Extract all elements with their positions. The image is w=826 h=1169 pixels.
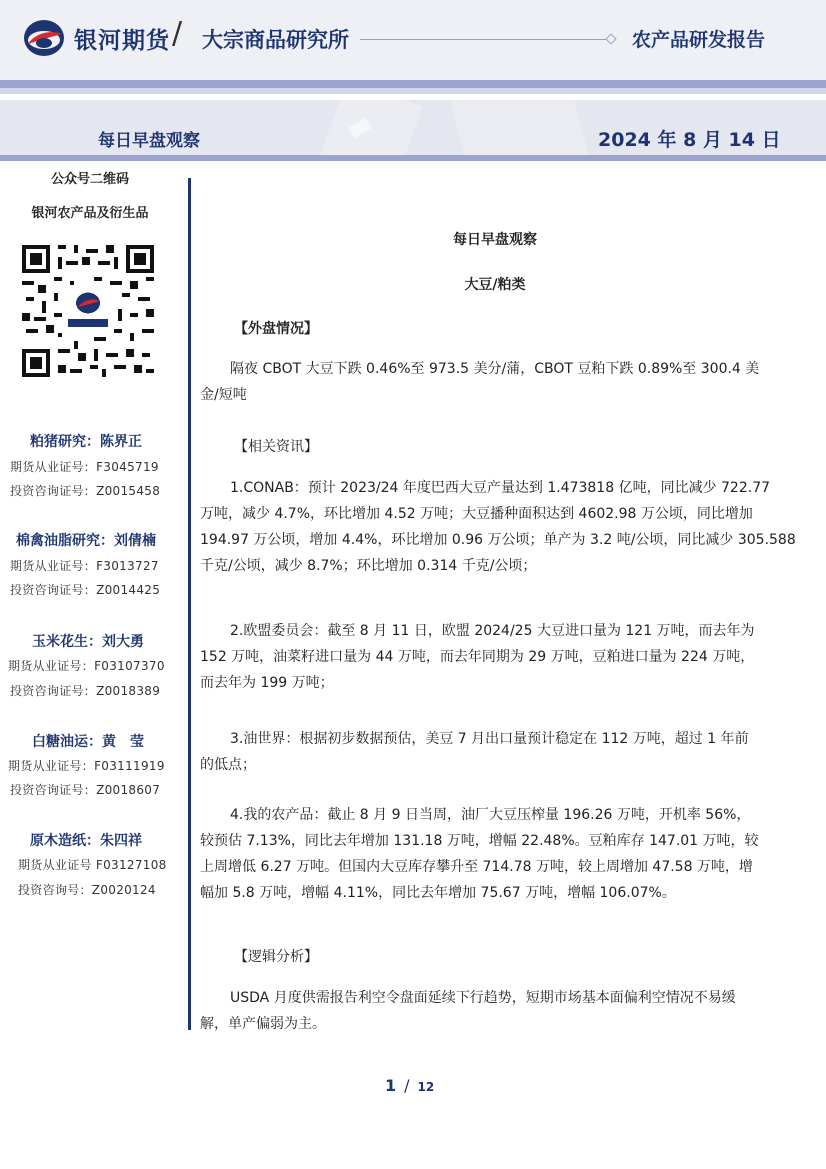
report-type: 农产品研发报告 — [632, 29, 766, 51]
text-line: 152 万吨，油菜籽进口量为 44 万吨，而去年同期为 29 万吨，豆粕进口量为 224 万吨， — [200, 649, 755, 665]
analyst-license: 期货从业证号：F3045719 — [10, 460, 159, 474]
diamond-icon — [605, 33, 616, 44]
section-heading-news: 【相关资讯】 — [234, 439, 318, 455]
text-line: 2.欧盟委员会：截至 8 月 11 日，欧盟 2024/25 大豆进口量为 121 万吨，而去年为 — [230, 623, 755, 639]
content-subtitle: 大豆/粕类 — [464, 277, 526, 293]
paragraph-mysteel — [200, 802, 780, 906]
text-line: 幅加 5.8 万吨，增幅 4.11%，同比去年增加 75.67 万吨，增幅 106.07%。 — [200, 885, 676, 901]
paragraph-oil-world — [200, 726, 780, 778]
header-band — [0, 80, 826, 88]
report-date: 2024 年 8 月 14 日 — [598, 129, 781, 151]
text-line: 而去年为 199 万吨； — [200, 675, 334, 691]
title-bar-underline — [0, 155, 826, 161]
analyst-name: 粕猪研究：陈界正 — [30, 434, 142, 450]
paragraph-eu — [200, 618, 780, 696]
text-line: 3.油世界：根据初步数据预估，美豆 7 月出口量预计稳定在 112 万吨，超过 1 年前 — [230, 731, 749, 747]
header-rule — [360, 39, 610, 40]
text-line: 万吨，减少 4.7%，环比增加 4.52 万吨；大豆播种面积达到 4602.98 万公顷，同比增加 — [200, 506, 753, 522]
brand-name: 银河期货 — [74, 28, 170, 54]
section-heading-overseas: 【外盘情况】 — [234, 321, 318, 337]
sidebar-divider — [188, 178, 191, 1030]
analyst-license: 期货从业证号：F03111919 — [8, 759, 165, 773]
institute-name: 大宗商品研究所 — [202, 28, 349, 52]
analyst-consult-license: 投资咨询证号：Z0014425 — [10, 583, 161, 597]
current-page: 1 — [385, 1076, 397, 1095]
analyst-name: 棉禽油脂研究：刘倩楠 — [16, 533, 156, 549]
text-line: 的低点； — [200, 757, 256, 773]
qr-caption: 公众号二维码 — [50, 172, 129, 187]
analyst-license: 期货从业证号：F03107370 — [8, 659, 165, 673]
paragraph-conab — [200, 475, 796, 579]
text-line: 4.我的农产品：截止 8 月 9 日当周，油厂大豆压榨量 196.26 万吨，开机率 56%， — [230, 807, 751, 823]
text-line: 千克/公顷，减少 8.7%；环比增加 0.314 千克/公顷； — [200, 558, 537, 574]
text-line: 1.CONAB：预计 2023/24 年度巴西大豆产量达到 1.473818 亿吨，同比减少 722.77 — [230, 480, 771, 496]
content-title: 每日早盘观察 — [453, 232, 537, 248]
analyst-license: 期货从业证号：F3013727 — [10, 559, 159, 573]
report-title: 每日早盘观察 — [98, 131, 200, 151]
analyst-consult-license: 投资咨询证号：Z0018607 — [10, 783, 161, 797]
text-line: USDA 月度供需报告利空令盘面延续下行趋势，短期市场基本面偏利空情况不易缓 — [230, 990, 736, 1006]
text-line: 金/短吨 — [200, 387, 247, 403]
paragraph-logic — [200, 985, 780, 1037]
text-line: 解，单产偏弱为主。 — [200, 1016, 326, 1032]
analyst-name: 白糖油运：黄 莹 — [32, 734, 144, 750]
page-number: 1 / 12 — [385, 1076, 435, 1095]
analyst-consult-license: 投资咨询证号：Z0015458 — [10, 484, 161, 498]
analyst-consult-license: 投资咨询证号：Z0018389 — [10, 684, 161, 698]
analyst-license: 期货从业证号 F03127108 — [18, 858, 167, 872]
text-line: 上周增低 6.27 万吨。但国内大豆库存攀升至 714.78 万吨，较上周增加 47.58 万吨，增 — [200, 859, 753, 875]
text-line: 较预估 7.13%，同比去年增加 131.18 万吨，增幅 22.48%。豆粕库存 147.01 万吨，较 — [200, 833, 759, 849]
section-heading-logic: 【逻辑分析】 — [234, 949, 318, 965]
paragraph-overseas — [200, 356, 780, 408]
qr-caption-account: 银河农产品及衍生品 — [31, 206, 149, 221]
galaxy-futures-logo-icon — [22, 18, 66, 58]
analyst-consult-license: 投资咨询号：Z0020124 — [18, 883, 156, 897]
text-line: 194.97 万公顷，增加 4.4%，环比增加 0.96 万公顷；单产为 3.2 吨/公顷，同比减少 305.588 — [200, 532, 796, 548]
text-line: 隔夜 CBOT 大豆下跌 0.46%至 973.5 美分/蒲，CBOT 豆粕下跌 0.89%至 300.4 美 — [230, 361, 760, 377]
analyst-name: 原木造纸：朱四祥 — [30, 833, 142, 849]
header-separator: / — [172, 16, 183, 51]
qr-code-icon — [22, 245, 154, 377]
analyst-name: 玉米花生：刘大勇 — [32, 634, 144, 650]
page-header — [0, 0, 826, 80]
total-pages: 12 — [417, 1080, 435, 1094]
